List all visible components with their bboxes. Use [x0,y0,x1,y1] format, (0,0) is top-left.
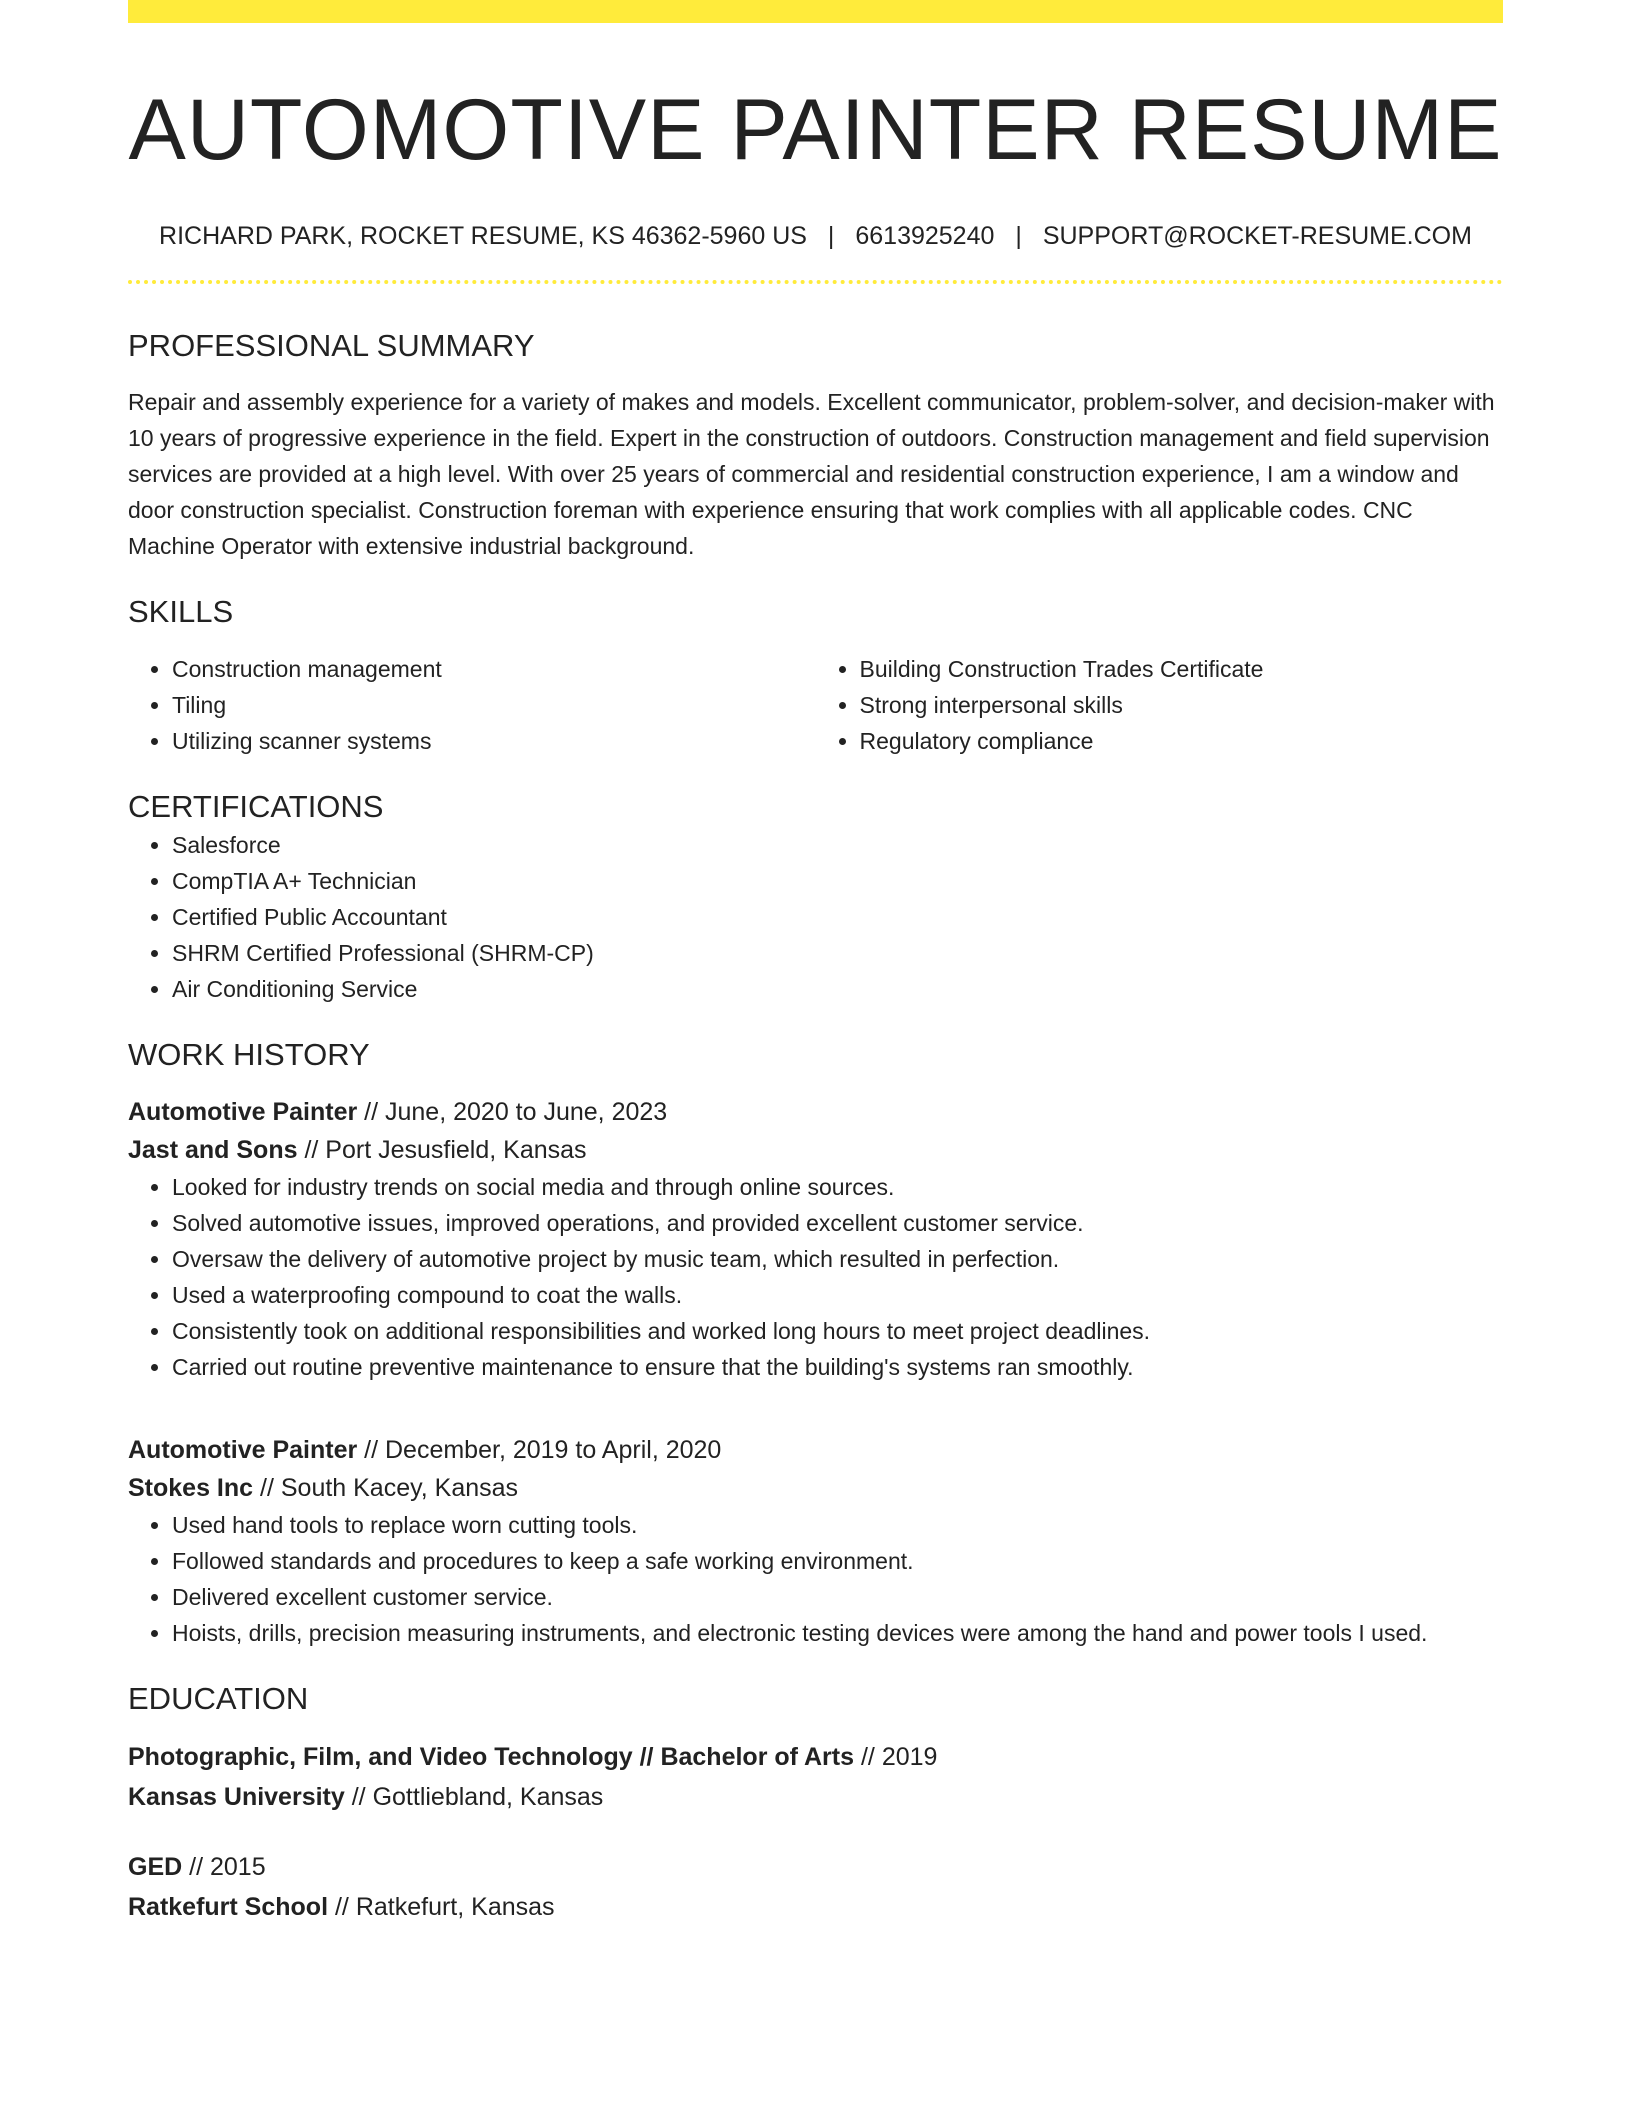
job-location: South Kacey, Kansas [280,1474,519,1502]
education-year: 2015 [209,1853,266,1881]
job-company: Stokes Inc [128,1474,254,1502]
job-company-line [128,1469,1503,1507]
job-title-line [128,1093,1503,1131]
job-entry [128,1093,1503,1385]
job-duty: • Followed standards and procedures to keep a safe working environment. [172,1543,1503,1579]
job-duty: • Hoists, drills, precision measuring instruments, and electronic testing devices were among the hand and power tools I used. [172,1615,1503,1651]
certification-item: • CompTIA A+ Technician [172,863,1503,899]
job-duty: • Delivered excellent customer service. [172,1579,1503,1615]
skill-item: • Construction management [172,651,816,687]
education-school-line [128,1887,1503,1927]
job-dates: December, 2019 to April, 2020 [385,1436,722,1464]
certification-item: • Certified Public Accountant [172,899,1503,935]
separator: // [854,1743,882,1771]
certification-item: • Salesforce [172,827,1503,863]
resume-title: AUTOMOTIVE PAINTER RESUME [128,82,1503,178]
separator: // [357,1436,385,1464]
summary-text: Repair and assembly experience for a variety of makes and models. Excellent communicator, problem-solver, and decision-maker with 10 years of progressive experience in the field. Expert in the construction of outdoors. Construction management and field supervision services are provided at a high level. With over 25 years of commercial and residential construction experience, I am a window and door construction specialist. Construction foreman with experience ensuring that work complies with all applicable codes. CNC Machine Operator with extensive industrial background. [128,389,1495,559]
job-title: Automotive Painter [128,1436,358,1464]
skill-item: • Strong interpersonal skills [860,687,1504,723]
skill-item: • Tiling [172,687,816,723]
contact-separator: | [1015,222,1022,250]
education-school: Kansas University [128,1783,345,1811]
education-degree: Photographic, Film, and Video Technology // Bachelor of Arts [128,1743,855,1771]
separator: // [253,1474,281,1502]
contact-email: SUPPORT@ROCKET-RESUME.COM [1042,222,1472,250]
education-degree: GED [128,1853,183,1881]
job-company: Jast and Sons [128,1136,298,1164]
education-entry [128,1737,1503,1817]
education-school-line [128,1777,1503,1817]
certifications-heading: CERTIFICATIONS [128,789,384,824]
separator: // [328,1893,356,1921]
education-year: 2019 [881,1743,938,1771]
education-degree-line [128,1847,1503,1887]
job-title-line [128,1431,1503,1469]
job-duty: • Used hand tools to replace worn cutting tools. [172,1507,1503,1543]
skills-right-list [816,651,1504,759]
contact-address: RICHARD PARK, ROCKET RESUME, KS 46362-5960 US [159,222,807,250]
dotted-divider [128,280,1503,284]
skills-heading: SKILLS [128,594,234,629]
work-history-heading: WORK HISTORY [128,1037,370,1072]
skill-item: • Utilizing scanner systems [172,723,816,759]
job-dates: June, 2020 to June, 2023 [385,1098,668,1126]
summary-heading: PROFESSIONAL SUMMARY [128,328,535,363]
job-duty: • Solved automotive issues, improved operations, and provided excellent customer service. [172,1205,1503,1241]
education-school: Ratkefurt School [128,1893,329,1921]
contact-separator: | [827,222,835,250]
job-location: Port Jesusfield, Kansas [325,1136,587,1164]
job-duties-list [128,1169,1503,1385]
job-duty: • Used a waterproofing compound to coat the walls. [172,1277,1503,1313]
contact-phone: 6613925240 [855,222,995,250]
certifications-list [128,827,1503,1007]
skills-left-list [128,651,816,759]
job-duties-list [128,1507,1503,1651]
education-location: Ratkefurt, Kansas [355,1893,555,1921]
education-degree-line [128,1737,1503,1777]
skill-item: • Building Construction Trades Certificate [860,651,1504,687]
separator: // [297,1136,326,1164]
education-heading: EDUCATION [128,1681,309,1716]
job-title: Automotive Painter [128,1098,358,1126]
job-duty: • Looked for industry trends on social media and through online sources. [172,1169,1503,1205]
separator: // [344,1783,373,1811]
job-duty: • Carried out routine preventive maintenance to ensure that the building's systems ran smoothly. [172,1349,1503,1385]
certification-item: • Air Conditioning Service [172,971,1503,1007]
skills-columns [128,651,1503,759]
education-location: Gottliebland, Kansas [372,1783,604,1811]
job-company-line [128,1131,1503,1169]
certification-item: • SHRM Certified Professional (SHRM-CP) [172,935,1503,971]
job-duty: • Consistently took on additional responsibilities and worked long hours to meet project deadlines. [172,1313,1503,1349]
separator: // [357,1098,385,1126]
job-duty: • Oversaw the delivery of automotive project by music team, which resulted in perfection. [172,1241,1503,1277]
job-entry [128,1431,1503,1651]
separator: // [182,1853,210,1881]
resume-content [128,0,1503,1927]
skill-item: • Regulatory compliance [860,723,1504,759]
education-entry [128,1847,1503,1927]
contact-line [128,220,1503,252]
